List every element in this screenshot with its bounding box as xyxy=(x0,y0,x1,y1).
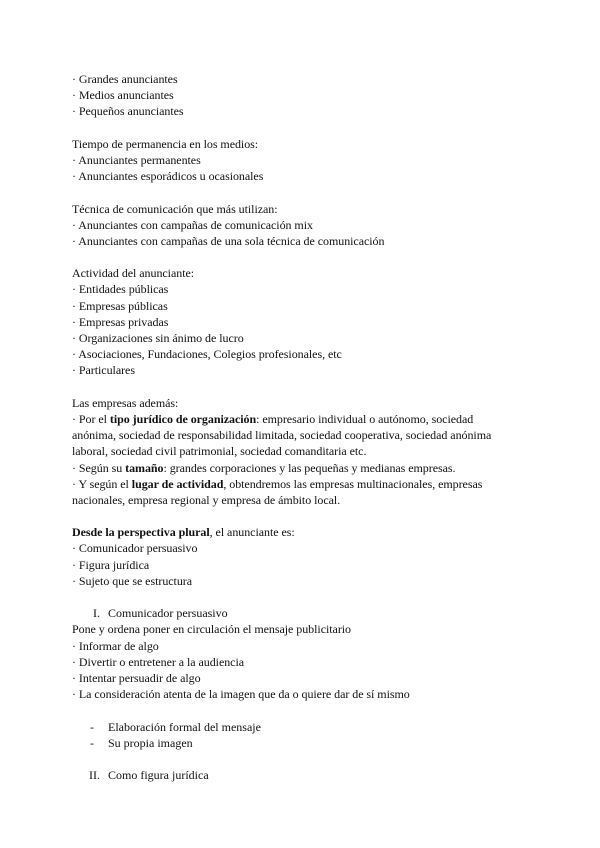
list-item: · Anunciantes con campañas de una sola técnica de comunicación xyxy=(72,233,385,248)
paragraph-text: · Por el xyxy=(72,411,110,426)
paragraph-line xyxy=(72,460,532,476)
list-item: · Particulares xyxy=(72,363,135,378)
roman-numeral: II. xyxy=(89,768,100,783)
dash-item xyxy=(72,719,532,735)
numbered-heading xyxy=(72,605,532,621)
list-item: · Pequeños anunciantes xyxy=(72,104,184,119)
paragraph-text: · Y según el xyxy=(72,476,132,491)
numbered-heading-text: Comunicador persuasivo xyxy=(108,606,228,621)
dash-item-text: Elaboración formal del mensaje xyxy=(108,719,261,734)
paragraph-text: , obtendremos las empresas multinacionales, empresas xyxy=(223,476,483,491)
paragraph-text: · Según su xyxy=(72,460,126,475)
list-item: · La consideración atenta de la imagen que da o quiere dar de sí mismo xyxy=(72,687,410,702)
list-item: · Medios anunciantes xyxy=(72,88,174,103)
list-item: · Asociaciones, Fundaciones, Colegios profesionales, etc xyxy=(72,347,342,362)
paragraph-text: , el anunciante es: xyxy=(209,525,295,540)
list-item: · Divertir o entretener a la audiencia xyxy=(72,654,245,669)
numbered-heading-text: Como figura jurídica xyxy=(108,768,209,783)
list-item: · Grandes anunciantes xyxy=(72,72,178,86)
bold-term: tipo jurídico de organización xyxy=(109,411,257,426)
list-item: · Anunciantes permanentes xyxy=(72,152,201,167)
list-item: · Informar de algo xyxy=(72,638,159,653)
list-item: · Empresas públicas xyxy=(72,298,168,313)
document-page xyxy=(72,71,532,783)
roman-numeral: I. xyxy=(93,606,100,621)
list-item: · Figura jurídica xyxy=(72,557,150,572)
dash-item-text: Su propia imagen xyxy=(108,735,193,750)
paragraph-text: : empresario individual o autónomo, sociedad xyxy=(256,411,474,426)
paragraph-line: laboral, sociedad civil patrimonial, sociedad comanditaria etc. xyxy=(72,444,367,459)
list-item: · Sujeto que se estructura xyxy=(72,573,192,588)
paragraph-line xyxy=(72,411,532,427)
dash-marker: - xyxy=(90,735,94,750)
list-item: · Organizaciones sin ánimo de lucro xyxy=(72,331,244,345)
dash-item xyxy=(72,735,532,751)
list-item: · Comunicador persuasivo xyxy=(72,541,198,556)
section-heading: Actividad del anunciante: xyxy=(72,266,195,281)
list-item: · Entidades públicas xyxy=(72,282,169,297)
bold-term: lugar de actividad xyxy=(131,476,224,491)
paragraph-line xyxy=(72,524,532,540)
bold-term: tamaño xyxy=(125,460,164,475)
paragraph-line: nacionales, empresa regional y empresa de ámbito local. xyxy=(72,492,341,507)
dash-marker: - xyxy=(90,719,94,734)
numbered-heading xyxy=(72,767,532,783)
section-heading: Técnica de comunicación que más utilizan: xyxy=(72,201,278,216)
paragraph-line: Pone y ordena poner en circulación el mensaje publicitario xyxy=(72,622,351,637)
section-heading: Las empresas además: xyxy=(72,395,179,410)
list-item: · Intentar persuadir de algo xyxy=(72,670,201,685)
paragraph-line: anónima, sociedad de responsabilidad limitada, sociedad cooperativa, sociedad anónima xyxy=(72,428,492,443)
list-item: · Empresas privadas xyxy=(72,314,169,329)
paragraph-text: : grandes corporaciones y las pequeñas y medianas empresas. xyxy=(163,460,456,475)
paragraph-line xyxy=(72,476,532,492)
section-heading: Tiempo de permanencia en los medios: xyxy=(72,136,259,151)
list-item: · Anunciantes esporádicos u ocasionales xyxy=(72,169,264,184)
list-item: · Anunciantes con campañas de comunicación mix xyxy=(72,217,313,232)
bold-term: Desde la perspectiva plural xyxy=(72,525,210,540)
